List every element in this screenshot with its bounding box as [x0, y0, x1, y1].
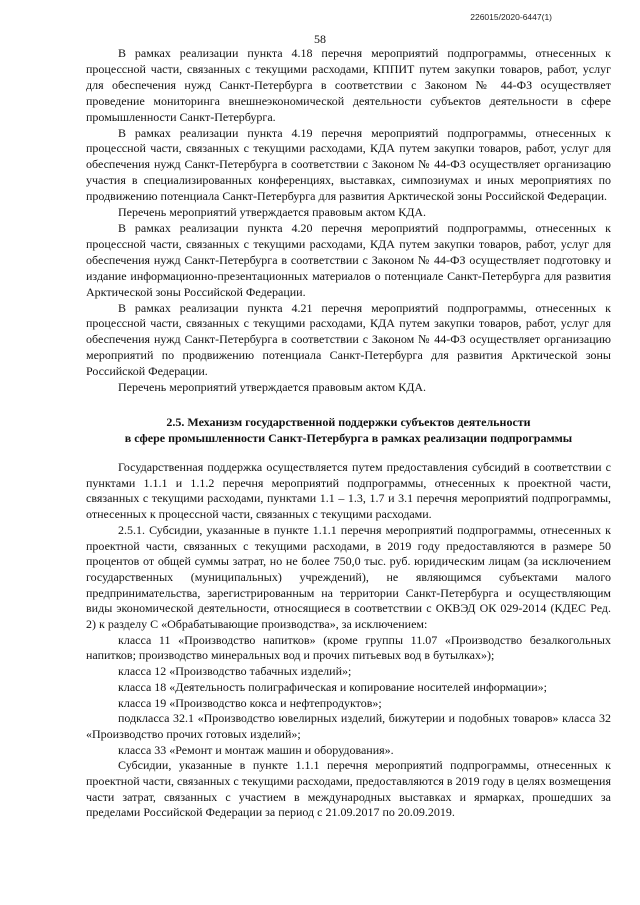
paragraph: В рамках реализации пункта 4.18 перечня мероприятий подпрограммы, отнесенных к процессной части, связанных с текущими расходами, КППИТ путем закупки товаров, работ, услуг для обеспечения нужд Санкт-Петербурга в соответствии с Законом № 44-ФЗ осуществляет проведение мониторинга внешнеэкономической деятельности субъектов деятельности в сфере промышленности Санкт-Петербурга. — [86, 46, 611, 124]
paragraph: Государственная поддержка осуществляется путем предоставления субсидий в соответствии с пунктами 1.1.1 и 1.1.2 перечня мероприятий подпрограммы, отнесенных к проектной части, связанных с текущими расходами, пунктами 1.1 – 1.3, 1.7 и 3.1 перечня мероприятий подпрограммы, отнесенных к процессной части, связанных с текущими расходами. — [86, 460, 611, 522]
paragraph: В рамках реализации пункта 4.19 перечня мероприятий подпрограммы, отнесенных к процессной части, связанных с текущими расходами, КДА путем закупки товаров, работ, услуг для обеспечения нужд Санкт-Петербурга в соответствии с Законом № 44-ФЗ осуществляет организацию участия в специализированных конференциях, выставках, симпозиумах и иных мероприятиях по продвижению потенциала Санкт-Петербурга для развития Арктической зоны Российской Федерации. — [86, 125, 611, 204]
paragraph: 2.5.1. Субсидии, указанные в пункте 1.1.1 перечня мероприятий подпрограммы, отнесенных к проектной части, связанных с текущими расходами, в 2019 году предоставляются в размере 50 процентов от общей суммы затрат, но не более 750,0 тыс. руб. юридическим лицам (за исключением государственных (муниципальных) учреждений), не являющимся субъектами малого предпринимательства, зарегистрированным на территории Санкт-Петербурга и осуществляющим виды экономической деятельности, относящиеся в соответствии с ОКВЭД ОК 029-2014 (КДЕС Ред. 2) к разделу С «Обрабатывающие производства», за исключением: — [86, 522, 611, 632]
paragraph: Перечень мероприятий утверждается правовым актом КДА. — [118, 205, 427, 220]
list-item: класса 12 «Производство табачных изделий»; — [118, 664, 352, 679]
page-number: 58 — [314, 32, 326, 46]
paragraph: В рамках реализации пункта 4.20 перечня мероприятий подпрограммы, отнесенных к процессной части, связанных с текущими расходами, КДА путем закупки товаров, работ, услуг для обеспечения нужд Санкт-Петербурга в соответствии с Законом № 44-ФЗ осуществляет подготовку и издание информационно-презентационных материалов о потенциале Санкт-Петербурга для развития Арктической зоны Российской Федерации. — [86, 220, 611, 299]
section-b-body — [86, 460, 611, 821]
list-item: класса 19 «Производство кокса и нефтепродуктов»; — [118, 695, 382, 710]
paragraph: Субсидии, указанные в пункте 1.1.1 перечня мероприятий подпрограммы, отнесенных к проектной части, связанных с текущими расходами, предоставляются в 2019 году в целях возмещения части затрат, связанных с участием в международных выставках и ярмарках, прошедших за пределами Российской Федерации за период с 21.09.2017 по 20.09.2019. — [86, 758, 611, 820]
list-item: класса 11 «Производство напитков» (кроме группы 11.07 «Производство безалкогольных напитков; производство минеральных вод и прочих питьевых вод в бутылках»); — [86, 632, 611, 663]
section-heading-line-1: 2.5. Механизм государственной поддержки субъектов деятельности — [166, 415, 531, 429]
list-item: класса 18 «Деятельность полиграфическая и копирование носителей информации»; — [118, 679, 547, 694]
section-heading-line-2: в сфере промышленности Санкт-Петербурга в рамках реализации подпрограммы — [124, 431, 573, 445]
list-item: подкласса 32.1 «Производство ювелирных изделий, бижутерии и подобных товаров» класса 32 «Производство прочих готовых изделий»; — [86, 711, 611, 741]
section-a-body — [86, 46, 611, 396]
document-id: 226015/2020-6447(1) — [470, 12, 552, 22]
paragraph: В рамках реализации пункта 4.21 перечня мероприятий подпрограммы, отнесенных к процессной части, связанных с текущими расходами, КДА путем закупки товаров, работ, услуг для обеспечения нужд Санкт-Петербурга в соответствии с Законом № 44-ФЗ осуществляет организацию мероприятий по продвижению потенциала Санкт-Петербурга для развития Арктической зоны Российской Федерации. — [86, 300, 611, 379]
list-item: класса 33 «Ремонт и монтаж машин и оборудования». — [118, 742, 394, 757]
section-heading — [86, 414, 611, 446]
paragraph: Перечень мероприятий утверждается правовым актом КДА. — [118, 380, 427, 395]
